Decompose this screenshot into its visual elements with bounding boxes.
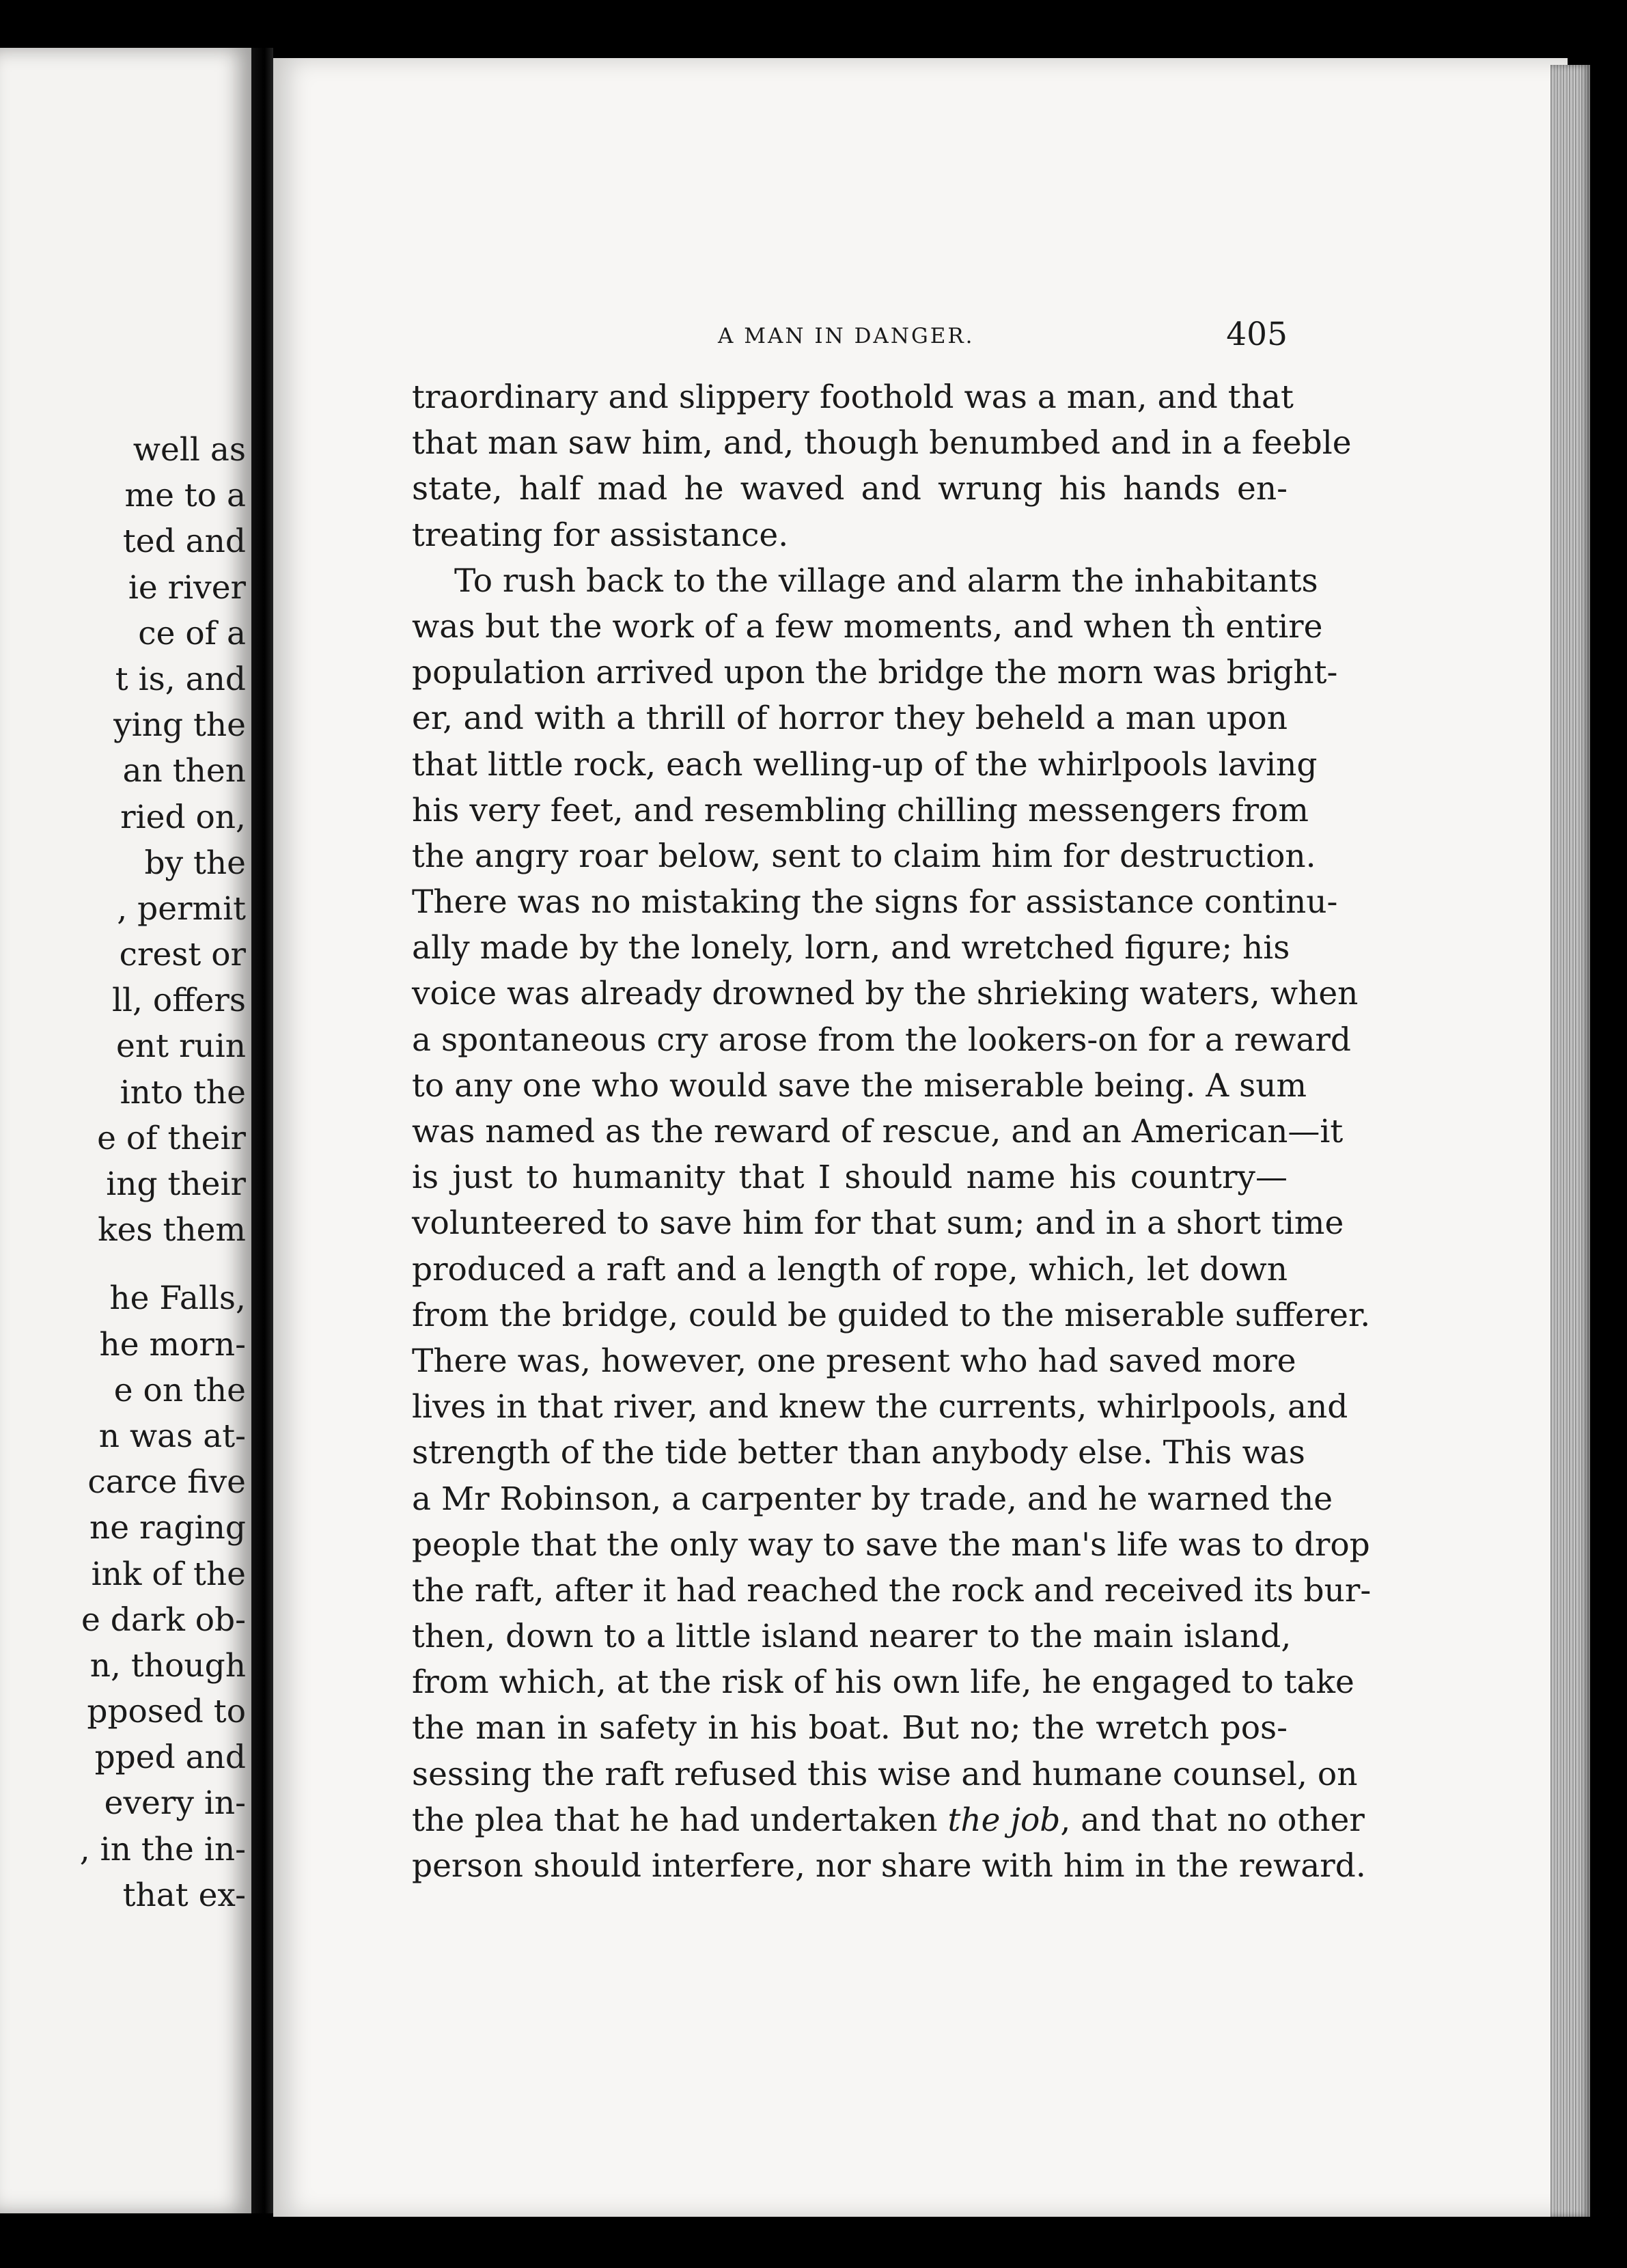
text-line: from which, at the risk of his own life, he engaged to take [412,1663,1354,1702]
left-page-line: , in the in- [79,1830,246,1868]
text-line: population arrived upon the bridge the morn was bright- [412,654,1338,692]
text-line: was named as the reward of rescue, and an American—it [412,1113,1344,1150]
left-page-line: ried on, [120,798,246,836]
left-page-line: he morn- [99,1325,246,1364]
left-page-line: n, though [89,1646,246,1685]
text-line: There was, however, one present who had saved more [412,1342,1296,1380]
text-line: the raft, after it had reached the rock and received its bur- [412,1571,1372,1609]
italic-phrase: the job [947,1801,1061,1839]
text-line-last: person should interfere, nor share with him in the reward. [412,1847,1366,1885]
left-page-line: , permit [117,889,246,928]
left-page-line: carce five [87,1463,246,1502]
left-page-line: an then [122,752,246,790]
left-page-line: e of their [97,1119,246,1157]
text-line: strength of the tide better than anybody else. This was [412,1434,1305,1472]
text-line-italic [412,1797,1365,1843]
left-page-line: t is, and [115,660,246,698]
text-line: was but the work of a few moments, and when th̀ entire [412,607,1323,646]
left-page-line: ce of a [138,614,246,652]
left-page-line: e dark ob- [81,1601,246,1639]
text-line: state, half mad he waved and wrung his hands en- [412,470,1288,508]
text-line: ally made by the lonely, lorn, and wretched figure; his [412,929,1290,967]
text-line: sessing the raft refused this wise and humane counsel, on [412,1755,1358,1793]
book-gutter [251,48,273,2213]
paragraph-2 [412,558,1372,1797]
left-page-line: ted and [122,523,246,561]
text-line: treating for assistance. [412,516,789,554]
left-page-line: ying the [113,706,246,745]
text-line: produced a raft and a length of rope, which, let down [412,1250,1288,1288]
body-text [412,374,1372,1889]
text-line: To rush back to the village and alarm the inhabitants [454,562,1318,600]
italic-line-before: the plea that he had undertaken [412,1801,948,1839]
left-page-line: crest or [119,936,246,974]
left-page-line: ink of the [91,1555,246,1593]
text-line: traordinary and slippery foothold was a man, and that [412,378,1294,416]
text-line: the man in safety in his boat. But no; the wretch pos- [412,1709,1288,1747]
text-line: volunteered to save him for that sum; and in a short time [412,1204,1344,1243]
text-line: then, down to a little island nearer to the main island, [412,1618,1292,1656]
left-page-line: kes them [98,1211,246,1249]
left-page-line: pposed to [87,1693,246,1731]
text-line: from the bridge, could be guided to the miserable sufferer. [412,1296,1371,1334]
page-number: 405 [1226,316,1288,353]
text-line: voice was already drowned by the shrieking waters, when [412,975,1359,1013]
text-line: a spontaneous cry arose from the lookers-on for a reward [412,1021,1351,1059]
left-page-line: e on the [113,1371,246,1409]
text-line: that little rock, each welling-up of the whirlpools laving [412,745,1318,784]
left-page-text [0,427,246,1918]
left-page [0,48,251,2213]
left-page-line: into the [120,1073,246,1111]
left-page-line: ie river [128,568,246,607]
text-line: er, and with a thrill of horror they beheld a man upon [412,700,1288,738]
text-line: There was no mistaking the signs for assistance continu- [412,883,1338,922]
text-line: people that the only way to save the man's life was to drop [412,1525,1370,1564]
page-header [412,316,1288,357]
left-page-line: ent ruin [116,1027,246,1066]
running-head: A MAN IN DANGER. [718,324,975,348]
left-page-line: pped and [94,1739,246,1777]
left-page-line: he Falls, [109,1280,246,1318]
text-line: his very feet, and resembling chilling messengers from [412,791,1309,829]
left-page-line [0,1253,246,1275]
left-page-line: well as [133,431,246,469]
text-line: the angry roar below, sent to claim him for destruction. [412,837,1316,875]
text-line: lives in that river, and knew the currents, whirlpools, and [412,1388,1348,1426]
text-line: is just to humanity that I should name his country— [412,1159,1288,1197]
left-page-line: by the [144,844,246,882]
left-page-line: every in- [104,1784,246,1823]
left-page-line: that ex- [122,1876,246,1914]
paragraph-1 [412,374,1352,558]
text-line: a Mr Robinson, a carpenter by trade, and he warned the [412,1480,1333,1518]
text-line: that man saw him, and, though benumbed and in a feeble [412,424,1352,462]
left-page-line: ing their [106,1165,246,1203]
left-page-line: me to a [124,477,246,515]
italic-line-after: , and that no other [1060,1801,1365,1839]
page-edges [1550,65,1590,2217]
left-page-line: ne raging [89,1509,246,1547]
text-line: to any one who would save the miserable being. A sum [412,1066,1307,1105]
left-page-line: n was at- [98,1417,246,1455]
left-page-line: ll, offers [111,982,246,1020]
